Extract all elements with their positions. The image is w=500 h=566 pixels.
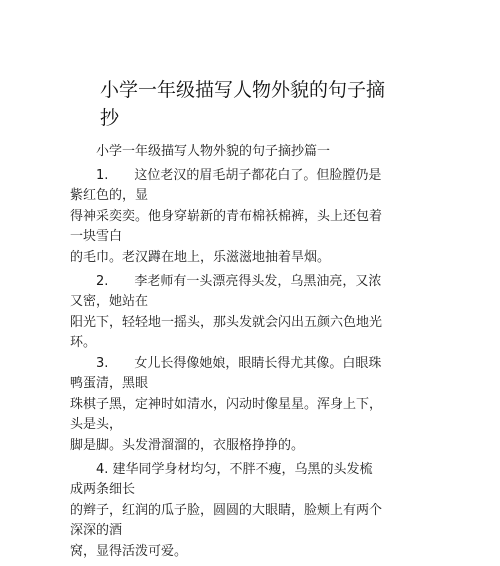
paragraph: 的辫子，红润的瓜子脸，圆圆的大眼睛，脸颊上有两个深深的酒 [70,503,383,538]
paragraph: 1. 这位老汉的眉毛胡子都花白了。但脸膛仍是紫红色的，显 [70,168,382,203]
paragraph: 2. 李老师有一头漂亮得头发，乌黑油亮，又浓又密，她站在 [70,274,382,309]
paragraph: 珠棋子黑，定神时如清水，闪动时像星星。浑身上下，头是头， [70,397,383,432]
paragraph: 3. 女儿长得像她娘，眼睛长得尤其像。白眼珠鸭蛋清，黑眼 [70,356,382,391]
paragraph: 4. 建华同学身材均匀，不胖不瘦，乌黑的头发梳成两条细长 [70,462,373,497]
paragraph: 阳光下，轻轻地一摇头，那头发就会闪出五颜六色地光环。 [70,315,383,350]
section-heading: 小学一年级描写人物外貌的句子摘抄篇一 [96,144,331,159]
paragraph: 得神采奕奕。他身穿崭新的青布棉袄棉裤，头上还包着一块雪白 [70,209,383,244]
paragraph: 的毛巾。老汉蹲在地上，乐滋滋地抽着旱烟。 [70,250,331,265]
paragraph: 脚是脚。头发滑溜溜的，衣服格挣挣的。 [70,438,305,453]
page-title: 小学一年级描写人物外貌的句子摘抄 [100,79,386,129]
paragraph: 窝，显得活泼可爱。 [70,544,188,559]
